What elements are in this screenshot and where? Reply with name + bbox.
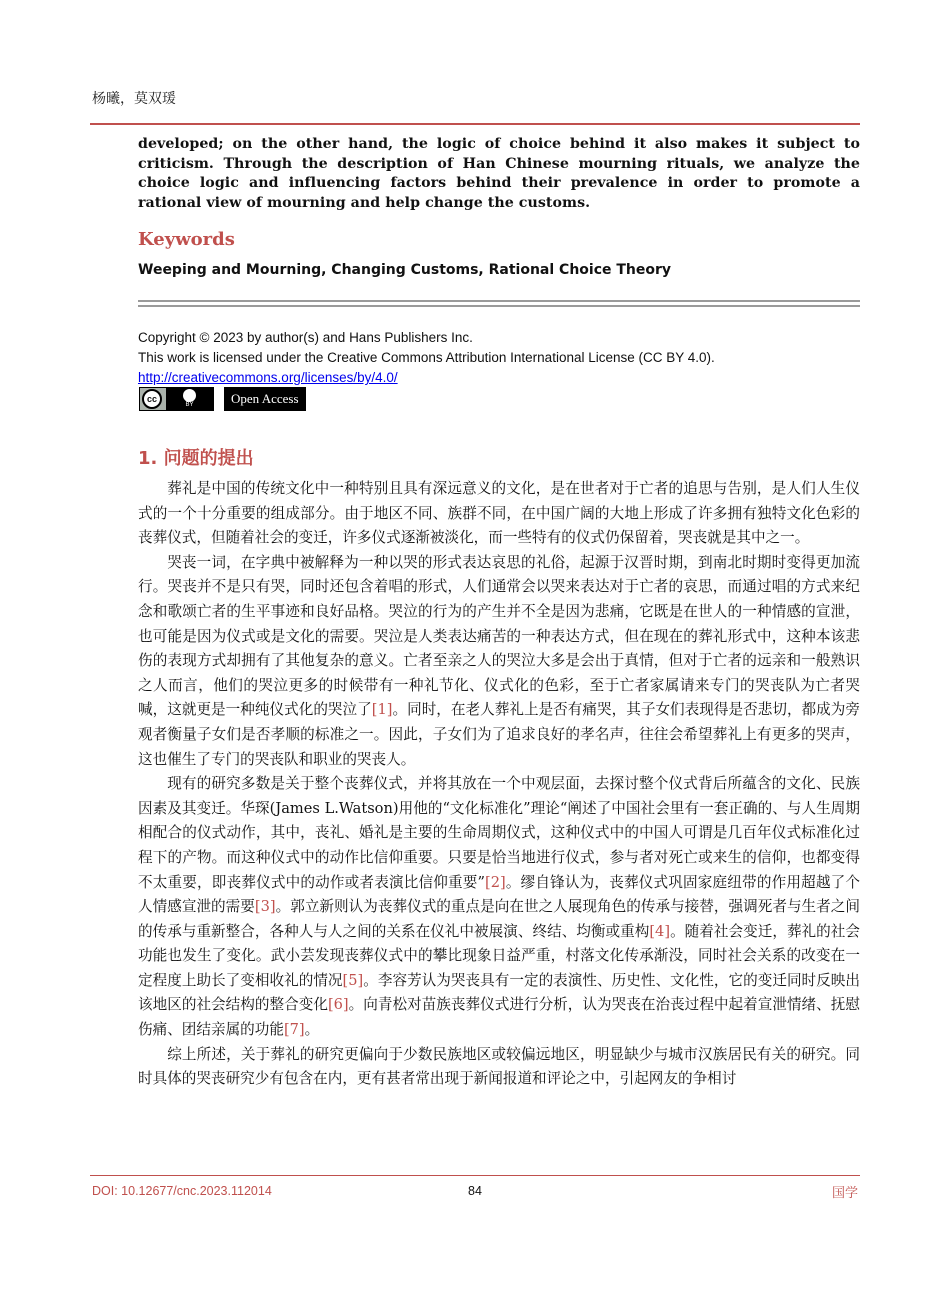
paragraph-text: 。 [304,1021,320,1039]
section-divider [138,300,860,307]
citation-link[interactable]: [7] [283,1021,305,1039]
citation-link[interactable]: [3] [254,898,276,916]
paragraph-text: 现有的研究多数是关于整个丧葬仪式，并将其放在一个中观层面，去探讨整个仪式背后所蕴含的文化、民族因素及其变迁。华琛(James L.Watson)用他的“文化标准化”理论“阐述了中国社会里有一套正确的、与人生周期相配合的仪式动作，其中，丧礼、婚礼是主要的生命周期仪式，这种仪式中的中国人可谓是几百年仪式标准化过程下的产物。而这种仪式中的动作比信仰重要。只要是恰当地进行仪式，参与者对死亡或来生的信仰，也都变得不太重要，即丧葬仪式中的动作或者表演比信仰重要” [138,775,860,891]
citation-link[interactable]: [5] [342,971,364,989]
keywords-heading: Keywords [138,229,235,250]
footer-doi: DOI: 10.12677/cnc.2023.112014 [92,1184,272,1198]
header-authors: 杨曦，莫双瑗 [92,91,176,107]
paragraph-text: 。同时，在老人葬礼上是否有痛哭，其子女们表现得是否悲切，都成为旁观者衡量子女们是否孝顺的标准之一。因此，子女们为了追求良好的孝名声，往往会希望葬礼上有更多的哭声，这也催生了专门的哭丧队和职业的哭丧人。 [138,701,860,768]
body-text [138,477,860,1092]
by-section [166,388,213,410]
paragraph-text: 哭丧一词，在字典中被解释为一种以哭的形式表达哀思的礼俗，起源于汉晋时期，到南北时期时变得更加流行。哭丧并不是只有哭，同时还包含着唱的形式，人们通常会以哭来表达对于亡者的哀思，而通过唱的方式来纪念和歌颂亡者的生平事迹和良好品格。哭泣的行为的产生并不全是因为悲痛，它既是在世人的一种情感的宣泄，也可能是因为仪式或是文化的需要。哭泣是人类表达痛苦的一种表达方式，但在现在的葬礼形式中，这种本该悲伤的表现方式却拥有了其他复杂的意义。亡者至亲之人的哭泣大多是会出于真情，但对于亡者的远亲和一般熟识之人而言，他们的哭泣更多的时候带有一种礼节化、仪式化的色彩，至于亡者家属请来专门的哭丧队为亡者哭喊，这就更是一种纯仪式化的哭泣了 [138,553,860,719]
paragraph-text: 葬礼是中国的传统文化中一种特别且具有深远意义的文化，是在世者对于亡者的追思与告别，是人们人生仪式的一个十分重要的组成部分。由于地区不同、族群不同，在中国广阔的大地上形成了许多拥有独特文化色彩的丧葬仪式，但随着社会的变迁，许多仪式逐渐被淡化，而一些特有的仪式仍保留着，哭丧就是其中之一。 [138,480,860,547]
footer-page-number: 84 [468,1184,482,1198]
body-paragraph [138,772,860,1043]
by-label: BY [185,402,194,408]
abstract-tail: developed; on the other hand, the logic of choice behind it also makes it subject to criticism. Through the description of Han Chinese mourning rituals, we analyze the choice logic and influencing factors behind their prevalence in order to promote a rational view of mourning and help change the customs. [138,136,860,211]
body-paragraph [138,477,860,551]
cc-by-badge[interactable] [139,387,214,411]
by-person-icon [183,389,196,402]
footer-journal: 国学 [831,1186,858,1201]
paragraph-text: 。随着社会变迁，葬礼的社会功能也发生了变化。武小芸发现丧葬仪式中的攀比现象日益严重，村落文化传承渐没，同时社会关系的改变在一定程度上助长了变相收礼的情况 [138,922,860,989]
section-title: 1. 问题的提出 [138,448,254,469]
keywords-text: Weeping and Mourning, Changing Customs, Rational Choice Theory [138,262,672,278]
citation-link[interactable]: [6] [327,996,349,1014]
citation-link[interactable]: [4] [649,922,671,940]
paragraph-text: 。李容芳认为哭丧具有一定的表演性、历史性、文化性，它的变迁同时反映出该地区的社会结构的整合变化 [138,971,860,1014]
open-access-badge[interactable]: Open Access [224,387,306,411]
paragraph-text: 。缪自锋认为，丧葬仪式巩固家庭纽带的作用超越了个人情感宣泄的需要 [138,873,860,916]
body-paragraph [138,1043,860,1092]
footer-rule [90,1175,860,1176]
paragraph-text: 综上所述，关于葬礼的研究更偏向于少数民族地区或较偏远地区，明显缺少与城市汉族居民有关的研究。同时具体的哭丧研究少有包含在内，更有甚者常出现于新闻报道和评论之中，引起网友的争相讨 [138,1045,860,1088]
paragraph-text: 。郭立新则认为丧葬仪式的重点是向在世之人展现角色的传承与接替，强调死者与生者之间的传承与重新整合，各种人与人之间的关系在仪礼中被展演、终结、均衡或重构 [138,898,860,940]
copyright-block [138,328,715,388]
license-line: This work is licensed under the Creative Commons Attribution International License (CC BY 4.0). [138,350,715,365]
header-rule [90,123,860,125]
copyright-line: Copyright © 2023 by author(s) and Hans Publishers Inc. [138,330,473,345]
paragraph-text: 。向青松对苗族丧葬仪式进行分析，认为哭丧在治丧过程中起着宣泄情绪、抚慰伤痛、团结亲属的功能 [138,996,860,1039]
body-paragraph [138,551,860,772]
cc-icon: cc [142,389,162,409]
citation-link[interactable]: [2] [485,873,506,891]
citation-link[interactable]: [1] [371,701,393,719]
license-link[interactable]: http://creativecommons.org/licenses/by/4.0/ [138,370,398,385]
